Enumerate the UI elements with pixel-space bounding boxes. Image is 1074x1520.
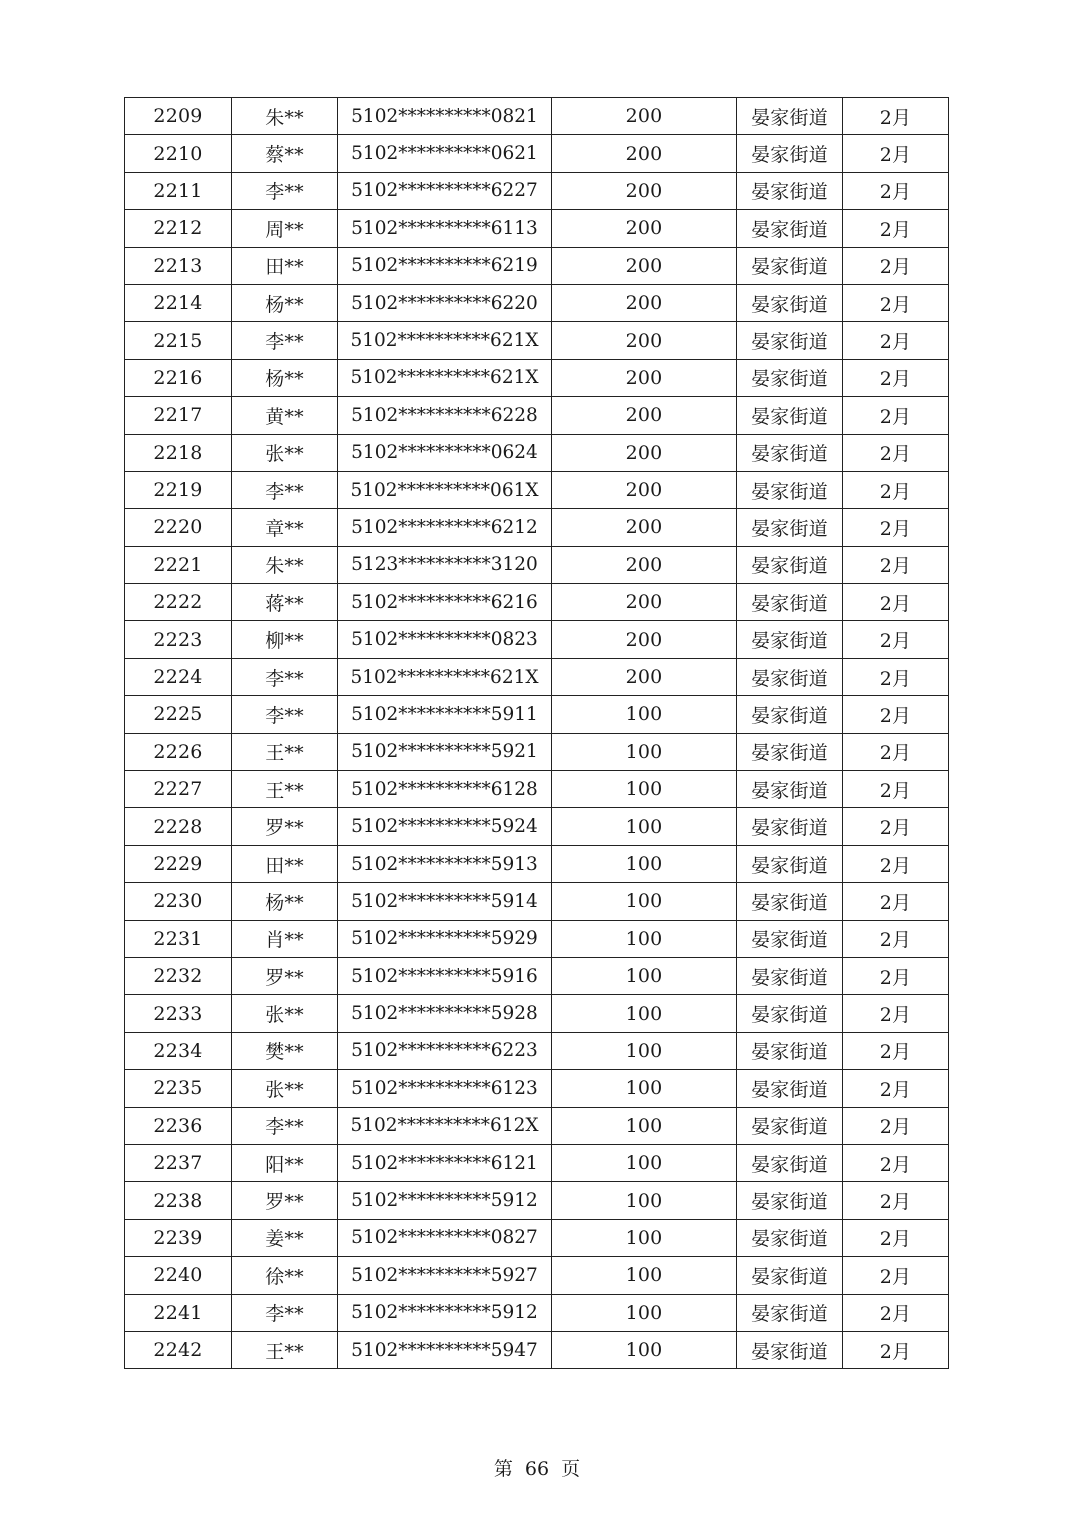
serial-number-cell: 2229 (125, 845, 232, 882)
id-number-cell: 5102**********6212 (338, 509, 552, 546)
serial-number-cell: 2234 (125, 1032, 232, 1069)
serial-number-cell: 2230 (125, 883, 232, 920)
table-row (125, 1107, 949, 1144)
table-row (125, 1032, 949, 1069)
id-number-cell: 5102**********621X (338, 322, 552, 359)
amount-cell: 100 (552, 696, 737, 733)
street-cell: 晏家街道 (737, 808, 843, 845)
amount-cell: 100 (552, 1144, 737, 1181)
table-row (125, 957, 949, 994)
table-row (125, 1070, 949, 1107)
amount-cell: 100 (552, 845, 737, 882)
amount-cell: 200 (552, 98, 737, 135)
name-cell: 肖** (232, 920, 338, 957)
street-cell: 晏家街道 (737, 322, 843, 359)
amount-cell: 200 (552, 546, 737, 583)
amount-cell: 200 (552, 658, 737, 695)
name-cell: 周** (232, 210, 338, 247)
street-cell: 晏家街道 (737, 771, 843, 808)
month-cell: 2月 (843, 546, 949, 583)
month-cell: 2月 (843, 733, 949, 770)
month-cell: 2月 (843, 210, 949, 247)
street-cell: 晏家街道 (737, 1294, 843, 1331)
month-cell: 2月 (843, 658, 949, 695)
month-cell: 2月 (843, 1144, 949, 1181)
record-table (124, 97, 949, 1369)
serial-number-cell: 2214 (125, 284, 232, 321)
name-cell: 罗** (232, 1182, 338, 1219)
id-number-cell: 5102**********5927 (338, 1257, 552, 1294)
amount-cell: 200 (552, 284, 737, 321)
table-row (125, 397, 949, 434)
month-cell: 2月 (843, 397, 949, 434)
name-cell: 杨** (232, 359, 338, 396)
amount-cell: 100 (552, 883, 737, 920)
month-cell: 2月 (843, 1219, 949, 1256)
serial-number-cell: 2210 (125, 135, 232, 172)
table-row (125, 1257, 949, 1294)
table-row (125, 771, 949, 808)
table-row (125, 1219, 949, 1256)
name-cell: 杨** (232, 883, 338, 920)
name-cell: 张** (232, 1070, 338, 1107)
serial-number-cell: 2221 (125, 546, 232, 583)
amount-cell: 100 (552, 1294, 737, 1331)
street-cell: 晏家街道 (737, 733, 843, 770)
id-number-cell: 5102**********0827 (338, 1219, 552, 1256)
street-cell: 晏家街道 (737, 509, 843, 546)
serial-number-cell: 2233 (125, 995, 232, 1032)
serial-number-cell: 2240 (125, 1257, 232, 1294)
amount-cell: 100 (552, 733, 737, 770)
table-row (125, 546, 949, 583)
table-row (125, 1144, 949, 1181)
id-number-cell: 5102**********5947 (338, 1331, 552, 1368)
street-cell: 晏家街道 (737, 546, 843, 583)
serial-number-cell: 2212 (125, 210, 232, 247)
table-row (125, 920, 949, 957)
serial-number-cell: 2223 (125, 621, 232, 658)
table-row (125, 733, 949, 770)
street-cell: 晏家街道 (737, 696, 843, 733)
street-cell: 晏家街道 (737, 957, 843, 994)
street-cell: 晏家街道 (737, 883, 843, 920)
table-row (125, 621, 949, 658)
name-cell: 朱** (232, 546, 338, 583)
serial-number-cell: 2225 (125, 696, 232, 733)
table-row (125, 172, 949, 209)
name-cell: 章** (232, 509, 338, 546)
record-table-body (125, 98, 949, 1369)
id-number-cell: 5102**********6123 (338, 1070, 552, 1107)
street-cell: 晏家街道 (737, 1331, 843, 1368)
serial-number-cell: 2222 (125, 584, 232, 621)
street-cell: 晏家街道 (737, 584, 843, 621)
amount-cell: 200 (552, 621, 737, 658)
table-row (125, 434, 949, 471)
id-number-cell: 5102**********0823 (338, 621, 552, 658)
table-row (125, 210, 949, 247)
name-cell: 李** (232, 322, 338, 359)
id-number-cell: 5102**********5924 (338, 808, 552, 845)
month-cell: 2月 (843, 172, 949, 209)
id-number-cell: 5102**********0624 (338, 434, 552, 471)
serial-number-cell: 2237 (125, 1144, 232, 1181)
id-number-cell: 5102**********5912 (338, 1182, 552, 1219)
month-cell: 2月 (843, 696, 949, 733)
amount-cell: 200 (552, 397, 737, 434)
id-number-cell: 5102**********6223 (338, 1032, 552, 1069)
street-cell: 晏家街道 (737, 920, 843, 957)
table-row (125, 1331, 949, 1368)
table-row (125, 584, 949, 621)
name-cell: 罗** (232, 957, 338, 994)
id-number-cell: 5102**********6227 (338, 172, 552, 209)
id-number-cell: 5102**********621X (338, 658, 552, 695)
serial-number-cell: 2241 (125, 1294, 232, 1331)
name-cell: 柳** (232, 621, 338, 658)
street-cell: 晏家街道 (737, 247, 843, 284)
month-cell: 2月 (843, 1032, 949, 1069)
table-row (125, 135, 949, 172)
id-number-cell: 5102**********5911 (338, 696, 552, 733)
street-cell: 晏家街道 (737, 471, 843, 508)
id-number-cell: 5102**********5914 (338, 883, 552, 920)
street-cell: 晏家街道 (737, 172, 843, 209)
serial-number-cell: 2217 (125, 397, 232, 434)
amount-cell: 100 (552, 1331, 737, 1368)
table-row (125, 359, 949, 396)
name-cell: 王** (232, 1331, 338, 1368)
name-cell: 黄** (232, 397, 338, 434)
table-row (125, 1182, 949, 1219)
table-row (125, 471, 949, 508)
id-number-cell: 5102**********5916 (338, 957, 552, 994)
name-cell: 李** (232, 471, 338, 508)
amount-cell: 200 (552, 434, 737, 471)
amount-cell: 200 (552, 172, 737, 209)
amount-cell: 100 (552, 1107, 737, 1144)
name-cell: 王** (232, 771, 338, 808)
month-cell: 2月 (843, 1294, 949, 1331)
month-cell: 2月 (843, 771, 949, 808)
serial-number-cell: 2215 (125, 322, 232, 359)
street-cell: 晏家街道 (737, 995, 843, 1032)
month-cell: 2月 (843, 957, 949, 994)
table-row (125, 322, 949, 359)
month-cell: 2月 (843, 1182, 949, 1219)
amount-cell: 100 (552, 1257, 737, 1294)
table-row (125, 883, 949, 920)
id-number-cell: 5102**********6128 (338, 771, 552, 808)
id-number-cell: 5102**********0821 (338, 98, 552, 135)
name-cell: 田** (232, 247, 338, 284)
name-cell: 张** (232, 995, 338, 1032)
amount-cell: 200 (552, 359, 737, 396)
street-cell: 晏家街道 (737, 359, 843, 396)
id-number-cell: 5102**********6121 (338, 1144, 552, 1181)
name-cell: 李** (232, 658, 338, 695)
name-cell: 杨** (232, 284, 338, 321)
name-cell: 李** (232, 1294, 338, 1331)
id-number-cell: 5102**********6113 (338, 210, 552, 247)
serial-number-cell: 2220 (125, 509, 232, 546)
month-cell: 2月 (843, 284, 949, 321)
amount-cell: 100 (552, 957, 737, 994)
month-cell: 2月 (843, 621, 949, 658)
name-cell: 李** (232, 696, 338, 733)
street-cell: 晏家街道 (737, 1032, 843, 1069)
street-cell: 晏家街道 (737, 845, 843, 882)
name-cell: 徐** (232, 1257, 338, 1294)
street-cell: 晏家街道 (737, 284, 843, 321)
serial-number-cell: 2242 (125, 1331, 232, 1368)
amount-cell: 200 (552, 322, 737, 359)
name-cell: 李** (232, 172, 338, 209)
serial-number-cell: 2232 (125, 957, 232, 994)
table-row (125, 284, 949, 321)
name-cell: 李** (232, 1107, 338, 1144)
month-cell: 2月 (843, 98, 949, 135)
street-cell: 晏家街道 (737, 1219, 843, 1256)
street-cell: 晏家街道 (737, 1107, 843, 1144)
amount-cell: 100 (552, 1219, 737, 1256)
amount-cell: 200 (552, 210, 737, 247)
id-number-cell: 5102**********6220 (338, 284, 552, 321)
serial-number-cell: 2231 (125, 920, 232, 957)
id-number-cell: 5102**********5913 (338, 845, 552, 882)
id-number-cell: 5102**********061X (338, 471, 552, 508)
id-number-cell: 5102**********0621 (338, 135, 552, 172)
month-cell: 2月 (843, 845, 949, 882)
amount-cell: 200 (552, 135, 737, 172)
id-number-cell: 5102**********5929 (338, 920, 552, 957)
id-number-cell: 5102**********5928 (338, 995, 552, 1032)
street-cell: 晏家街道 (737, 397, 843, 434)
amount-cell: 200 (552, 584, 737, 621)
name-cell: 王** (232, 733, 338, 770)
amount-cell: 200 (552, 471, 737, 508)
serial-number-cell: 2235 (125, 1070, 232, 1107)
month-cell: 2月 (843, 322, 949, 359)
amount-cell: 100 (552, 995, 737, 1032)
table-row (125, 1294, 949, 1331)
street-cell: 晏家街道 (737, 1257, 843, 1294)
serial-number-cell: 2211 (125, 172, 232, 209)
serial-number-cell: 2213 (125, 247, 232, 284)
street-cell: 晏家街道 (737, 621, 843, 658)
amount-cell: 200 (552, 247, 737, 284)
month-cell: 2月 (843, 808, 949, 845)
amount-cell: 100 (552, 1070, 737, 1107)
serial-number-cell: 2219 (125, 471, 232, 508)
name-cell: 朱** (232, 98, 338, 135)
table-row (125, 696, 949, 733)
amount-cell: 100 (552, 1182, 737, 1219)
serial-number-cell: 2238 (125, 1182, 232, 1219)
table-row (125, 995, 949, 1032)
id-number-cell: 5102**********6219 (338, 247, 552, 284)
serial-number-cell: 2236 (125, 1107, 232, 1144)
amount-cell: 200 (552, 509, 737, 546)
amount-cell: 100 (552, 808, 737, 845)
month-cell: 2月 (843, 1331, 949, 1368)
month-cell: 2月 (843, 920, 949, 957)
name-cell: 张** (232, 434, 338, 471)
serial-number-cell: 2218 (125, 434, 232, 471)
month-cell: 2月 (843, 135, 949, 172)
name-cell: 姜** (232, 1219, 338, 1256)
table-row (125, 509, 949, 546)
name-cell: 田** (232, 845, 338, 882)
table-row (125, 808, 949, 845)
serial-number-cell: 2209 (125, 98, 232, 135)
name-cell: 阳** (232, 1144, 338, 1181)
month-cell: 2月 (843, 584, 949, 621)
street-cell: 晏家街道 (737, 98, 843, 135)
page-number: 第 66 页 (493, 1458, 581, 1480)
month-cell: 2月 (843, 247, 949, 284)
amount-cell: 100 (552, 920, 737, 957)
name-cell: 罗** (232, 808, 338, 845)
amount-cell: 100 (552, 771, 737, 808)
month-cell: 2月 (843, 434, 949, 471)
serial-number-cell: 2226 (125, 733, 232, 770)
name-cell: 樊** (232, 1032, 338, 1069)
serial-number-cell: 2228 (125, 808, 232, 845)
id-number-cell: 5102**********621X (338, 359, 552, 396)
month-cell: 2月 (843, 1107, 949, 1144)
serial-number-cell: 2239 (125, 1219, 232, 1256)
month-cell: 2月 (843, 509, 949, 546)
month-cell: 2月 (843, 471, 949, 508)
street-cell: 晏家街道 (737, 135, 843, 172)
street-cell: 晏家街道 (737, 210, 843, 247)
table-row (125, 247, 949, 284)
month-cell: 2月 (843, 1070, 949, 1107)
month-cell: 2月 (843, 359, 949, 396)
street-cell: 晏家街道 (737, 658, 843, 695)
id-number-cell: 5102**********5921 (338, 733, 552, 770)
table-row (125, 845, 949, 882)
month-cell: 2月 (843, 1257, 949, 1294)
street-cell: 晏家街道 (737, 1144, 843, 1181)
amount-cell: 100 (552, 1032, 737, 1069)
month-cell: 2月 (843, 883, 949, 920)
street-cell: 晏家街道 (737, 434, 843, 471)
id-number-cell: 5123**********3120 (338, 546, 552, 583)
serial-number-cell: 2224 (125, 658, 232, 695)
serial-number-cell: 2216 (125, 359, 232, 396)
id-number-cell: 5102**********5912 (338, 1294, 552, 1331)
name-cell: 蔡** (232, 135, 338, 172)
id-number-cell: 5102**********6216 (338, 584, 552, 621)
id-number-cell: 5102**********612X (338, 1107, 552, 1144)
table-row (125, 658, 949, 695)
id-number-cell: 5102**********6228 (338, 397, 552, 434)
street-cell: 晏家街道 (737, 1070, 843, 1107)
street-cell: 晏家街道 (737, 1182, 843, 1219)
name-cell: 蒋** (232, 584, 338, 621)
table-row (125, 98, 949, 135)
month-cell: 2月 (843, 995, 949, 1032)
serial-number-cell: 2227 (125, 771, 232, 808)
